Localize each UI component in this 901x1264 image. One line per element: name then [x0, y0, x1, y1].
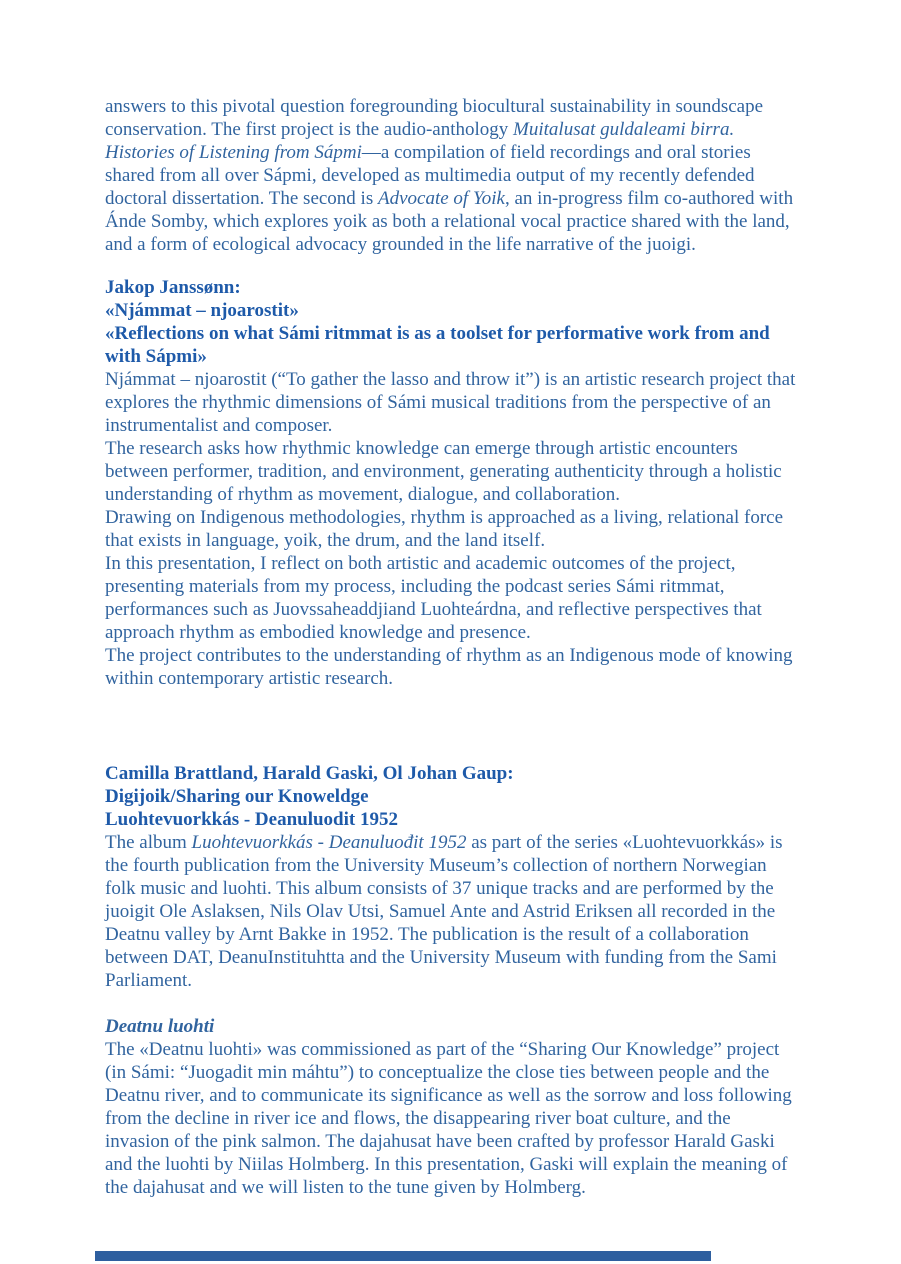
- italic-title-advocate-of-yoik: Advocate of Yoik: [377, 188, 505, 209]
- subheading-deatnu-luohti: Deatnu luohti: [105, 1016, 215, 1037]
- album-text-segment: The album: [105, 832, 192, 853]
- page-text-column: [105, 95, 797, 1199]
- presentation-title-njammat: «Njámmat – njoarostit»: [105, 300, 299, 321]
- intro-text-segment: answers to this pivotal question foregrounding biocultural sustainability in soundscape conservation. The first project is the audio-anthology: [105, 96, 764, 140]
- abstract-paragraph: The research asks how rhythmic knowledge can emerge through artistic encounters between performer, tradition, and environment, generating authenticity through a holistic understanding of rhythm as movement, dialogue, and collaboration.: [105, 438, 782, 505]
- abstract-paragraph: In this presentation, I reflect on both artistic and academic outcomes of the project, presenting materials from my process, including the podcast series Sámi ritmmat, performances such as Juovssaheaddjiand Luohteárdna, and reflective perspectives that approach rhythm as embodied knowledge and presence.: [105, 553, 762, 643]
- abstract-paragraph: The project contributes to the understanding of rhythm as an Indigenous mode of knowing within contemporary artistic research.: [105, 645, 793, 689]
- section-camilla-brattland: [105, 762, 797, 1199]
- deatnu-paragraph: The «Deatnu luohti» was commissioned as part of the “Sharing Our Knowledge” project (in Sámi: “Juogadit min máhtu”) to conceptualize the close ties between people and the Deatnu river, and to communicate its significance as well as the sorrow and loss following from the decline in river ice and flows, the disappearing river boat culture, and the invasion of the pink salmon. The dajahusat have been crafted by professor Harald Gaski and the luohti by Niilas Holmberg. In this presentation, Gaski will explain the meaning of the dajahusat and we will listen to the tune given by Holmberg.: [105, 1039, 792, 1198]
- intro-text-segment: , an in-progress film co-authored with Ánde Somby, which explores yoik as both a relational vocal practice shared with the land, and a form of ecological advocacy grounded in the life narrative of the juoigi.: [105, 188, 794, 255]
- italic-album-title: Luohtevuorkkás - Deanuluođit 1952: [191, 832, 467, 853]
- italic-title-muitalusat: Muitalusat guldaleami birra. Histories of Listening from Sápmi: [105, 119, 735, 163]
- album-paragraph: [105, 831, 797, 992]
- presentation-title-luohtevuorkkas: Luohtevuorkkás - Deanuluodit 1952: [105, 809, 398, 830]
- jakop-abstract: [105, 368, 797, 690]
- intro-text-segment: —a compilation of field recordings and oral stories shared from all over Sápmi, developed as multimedia output of my recently defended doctoral dissertation. The second is: [105, 142, 755, 209]
- author-line-camilla: Camilla Brattland, Harald Gaski, Ol Johan Gaup:: [105, 763, 514, 784]
- intro-continuation-paragraph: [105, 95, 797, 256]
- section-jakop-janssonn: [105, 276, 797, 690]
- camilla-abstract: [105, 831, 797, 1199]
- presentation-title-digijoik: Digijoik/Sharing our Knoweldge: [105, 786, 369, 807]
- presentation-title-reflections: «Reflections on what Sámi ritmmat is as a toolset for performative work from and with Sápmi»: [105, 323, 770, 367]
- abstract-paragraph: Njámmat – njoarostit (“To gather the lasso and throw it”) is an artistic research project that explores the rhythmic dimensions of Sámi musical traditions from the perspective of an instrumentalist and composer.: [105, 369, 796, 436]
- album-text-segment: as part of the series «Luohtevuorkkás» is the fourth publication from the University Museum’s collection of northern Norwegian folk music and luohti. This album consists of 37 unique tracks and are performed by the juoigit Ole Aslaksen, Nils Olav Utsi, Samuel Ante and Astrid Eriksen all recorded in the Deatnu valley by Arnt Bakke in 1952. The publication is the result of a collaboration between DAT, DeanuInstituhtta and the University Museum with funding from the Sami Parliament.: [105, 832, 783, 991]
- abstract-paragraph: Drawing on Indigenous methodologies, rhythm is approached as a living, relational force that exists in language, yoik, the drum, and the land itself.: [105, 507, 784, 551]
- author-line-jakop: Jakop Janssønn:: [105, 277, 241, 298]
- page-bottom-bar: [95, 1251, 711, 1261]
